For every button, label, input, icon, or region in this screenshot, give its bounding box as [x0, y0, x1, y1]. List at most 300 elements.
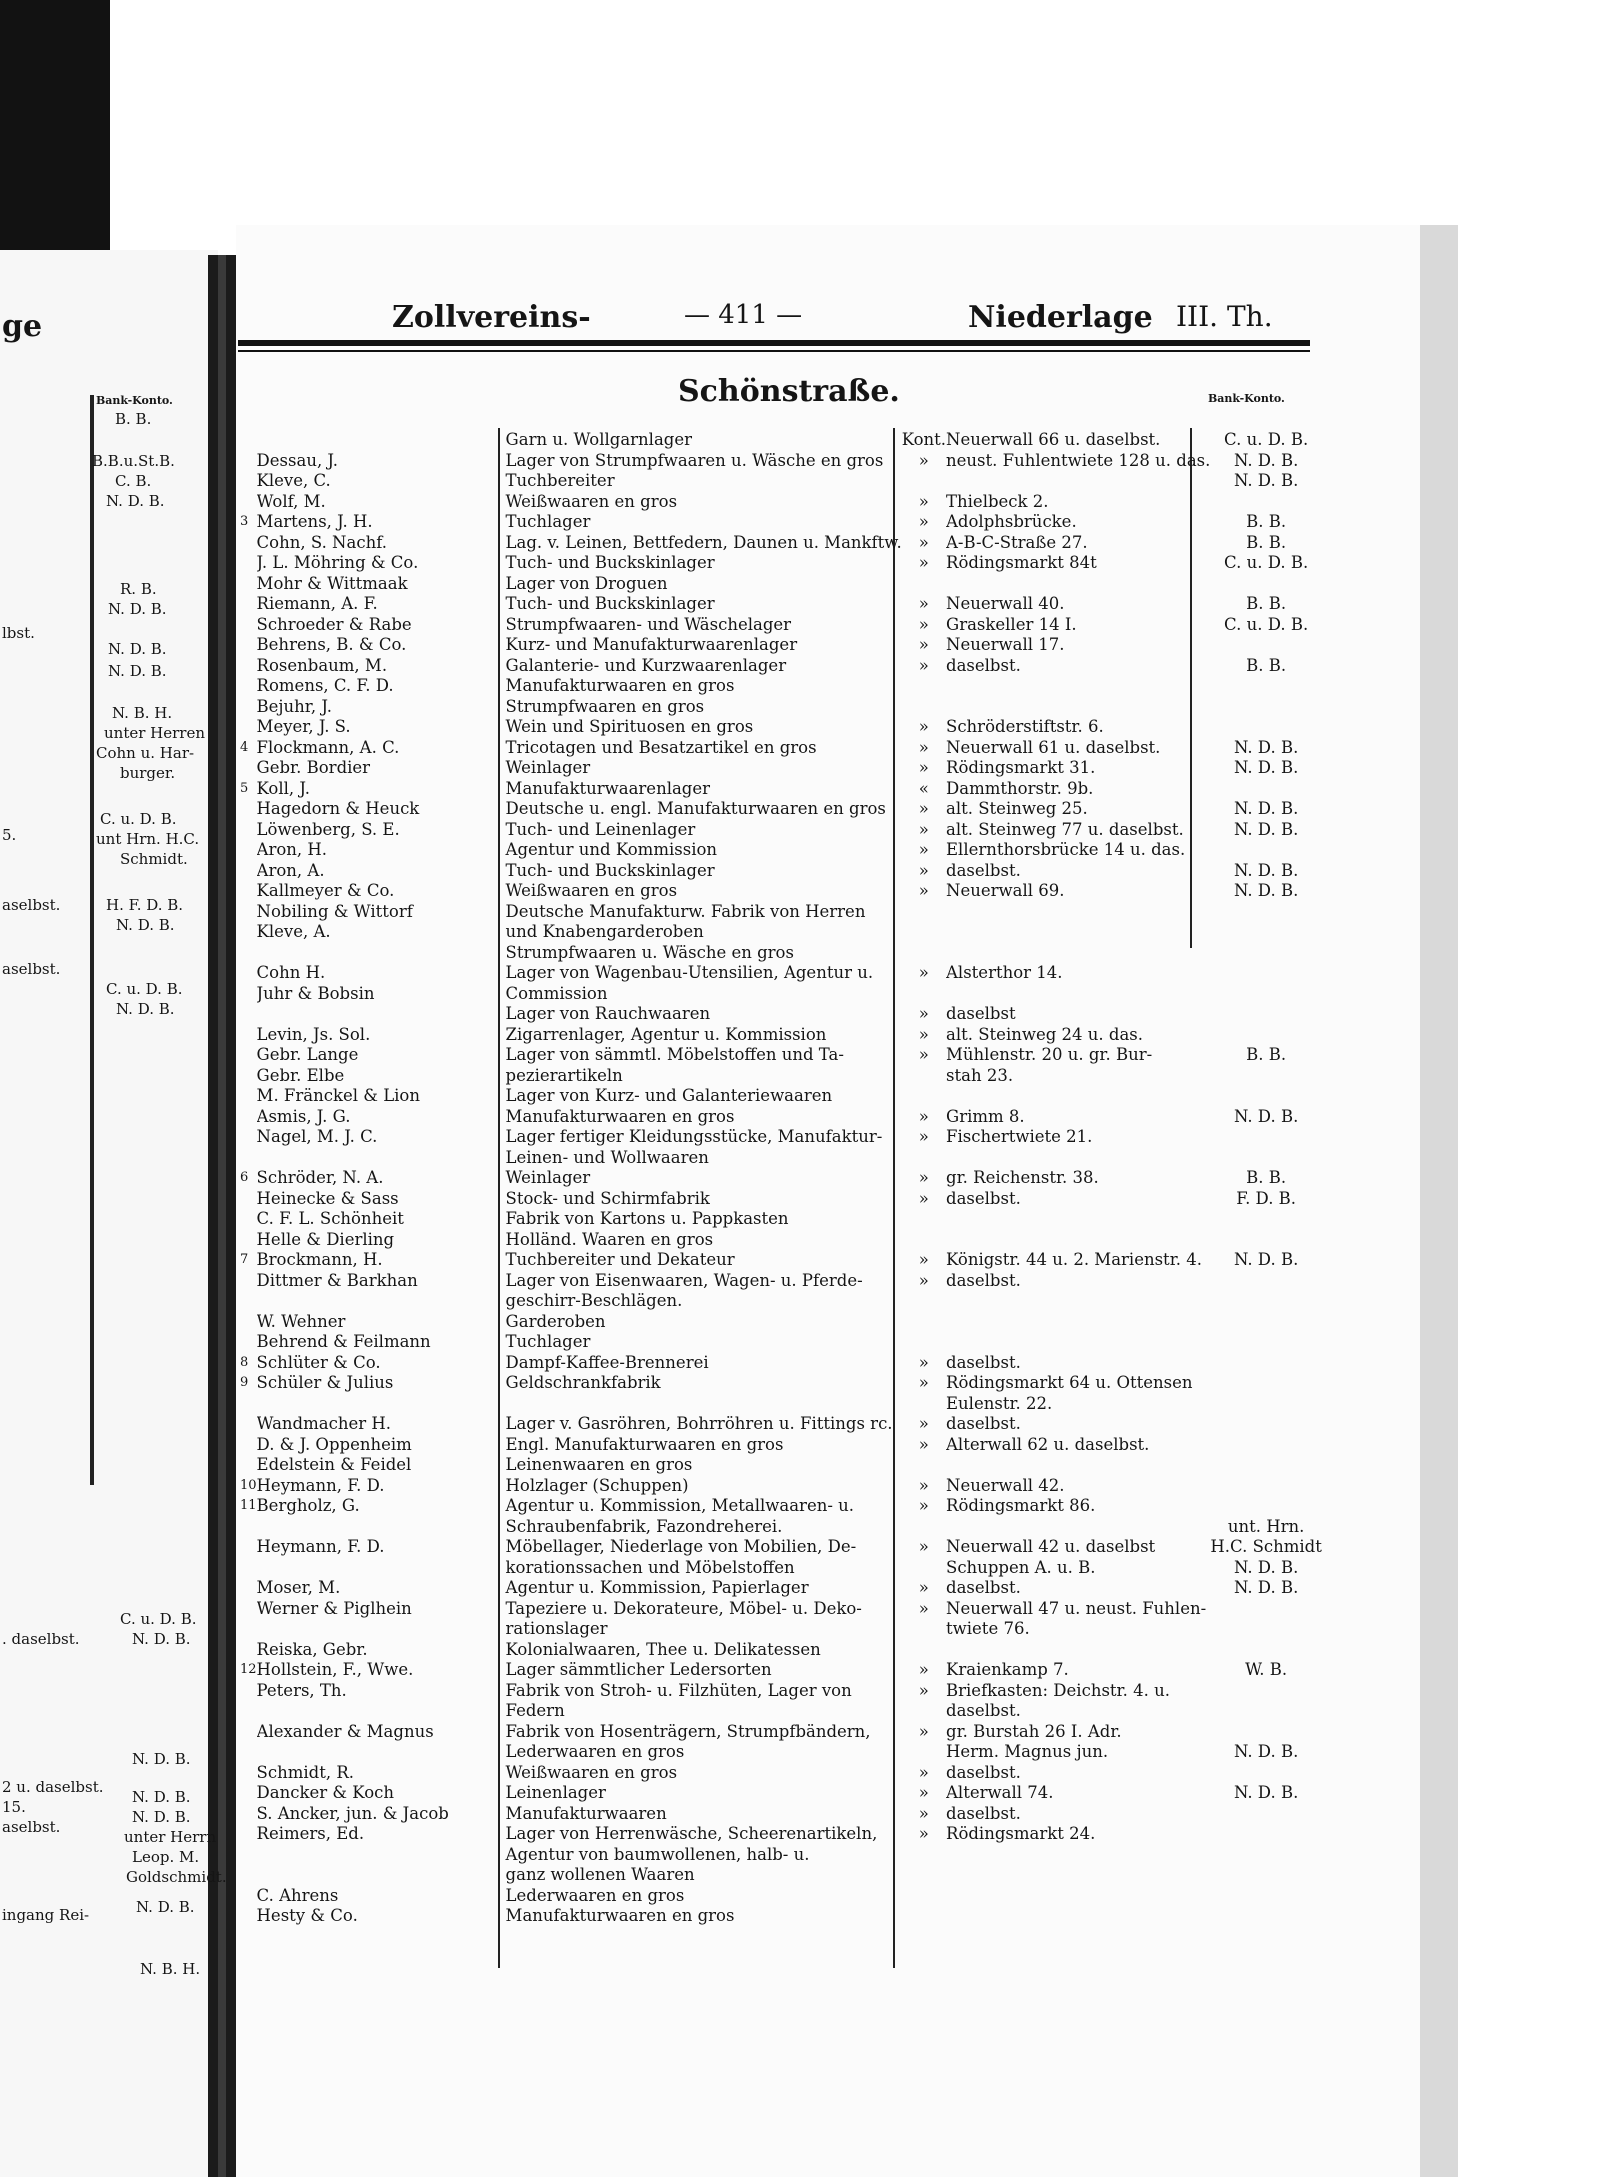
address: neust. Fuhlentwiete 128 u. das. [946, 450, 1211, 470]
ditto-mark [902, 1332, 946, 1353]
entry-number [240, 574, 257, 595]
bank-account: N. D. B. [1233, 881, 1299, 900]
table-row [240, 1722, 1322, 1743]
entry-number [240, 840, 257, 861]
address [946, 1332, 1210, 1353]
entry-number: 7 [240, 1252, 249, 1267]
table-row [240, 1086, 1322, 1107]
business-description: rationslager [505, 1619, 608, 1638]
table-row [240, 1537, 1322, 1558]
table-row [240, 1476, 1322, 1497]
ditto-mark [902, 1148, 946, 1169]
left-fragment: 5. [2, 826, 17, 844]
left-page [0, 250, 218, 2177]
bank-account [1210, 492, 1321, 513]
bank-account [1210, 963, 1321, 984]
firm-name [257, 1517, 503, 1538]
header-right-word: Niederlage [968, 300, 1153, 335]
left-fragment: Cohn u. Har- [96, 744, 195, 762]
business-description: Deutsche u. engl. Manufakturwaaren en gros [505, 799, 886, 818]
business-description: Tricotagen und Besatzartikel en gros [505, 737, 817, 757]
address: daselbst. [946, 860, 1021, 880]
table-row [240, 574, 1322, 595]
bank-account [1210, 1025, 1321, 1046]
bank-account: N. D. B. [1233, 450, 1299, 470]
business-description: Weißwaaren en gros [505, 881, 678, 900]
firm-name: Helle & Dierling [256, 1229, 395, 1249]
firm-name: Schüler & Julius [256, 1373, 394, 1392]
left-fragment: N. D. B. [132, 1750, 191, 1768]
left-fragment: unt Hrn. H.C. [96, 830, 200, 848]
table-row [240, 1886, 1322, 1907]
firm-name: Werner & Piglhein [256, 1598, 412, 1618]
firm-name [257, 430, 503, 451]
business-description: und Knabengarderoben [505, 922, 704, 941]
business-description: Manufakturwaaren [505, 1803, 667, 1823]
bank-account [1210, 902, 1321, 923]
business-description: Deutsche Manufakturw. Fabrik von Herren [505, 901, 866, 921]
business-description: Leinenwaaren en gros [505, 1455, 693, 1474]
entry-number [240, 1394, 257, 1415]
table-row [240, 676, 1322, 697]
address: Neuerwall 47 u. neust. Fuhlen- [946, 1598, 1207, 1618]
bank-account [1210, 840, 1321, 861]
table-row [240, 1271, 1322, 1292]
bank-account: N. D. B. [1233, 1557, 1299, 1577]
business-description: Lager von Kurz- und Galanteriewaaren [505, 1086, 833, 1105]
table-row [240, 697, 1322, 718]
business-description: Zigarrenlager, Agentur u. Kommission [505, 1024, 827, 1044]
left-fragment: 15. [2, 1798, 26, 1816]
bank-account [1210, 676, 1321, 697]
page-edge-shadow [1420, 225, 1458, 2177]
ditto-mark [902, 1517, 946, 1538]
firm-name: D. & J. Oppenheim [256, 1434, 412, 1454]
business-description: Lederwaaren en gros [505, 1885, 685, 1905]
table-row [240, 1640, 1322, 1661]
entry-number [240, 1517, 257, 1538]
address [946, 1517, 1210, 1538]
business-description: Weinlager [505, 758, 591, 777]
firm-name: Levin, Js. Sol. [256, 1024, 371, 1044]
ditto-mark: » [918, 532, 929, 552]
address: daselbst. [946, 1578, 1021, 1597]
ditto-mark: » [918, 1660, 929, 1679]
address [946, 1086, 1210, 1107]
ditto-mark [902, 1865, 946, 1886]
address: daselbst. [946, 1414, 1021, 1433]
header-rule-thick [238, 340, 1310, 346]
entry-number [240, 615, 257, 636]
bank-account: C. u. D. B. [1224, 430, 1309, 449]
bank-account [1210, 1086, 1321, 1107]
business-description: Möbellager, Niederlage von Mobilien, De- [505, 1537, 857, 1556]
ditto-mark [902, 1886, 946, 1907]
left-fragment: N. D. B. [108, 600, 167, 618]
bank-account: unt. Hrn. [1227, 1516, 1305, 1536]
ditto-mark: » [918, 614, 929, 634]
business-description: Lager von sämmtl. Möbelstoffen und Ta- [505, 1045, 844, 1064]
ditto-mark: » [918, 963, 929, 982]
ditto-mark: » [918, 450, 929, 470]
page-number: — 411 — [684, 300, 803, 330]
business-description: Holzlager (Schuppen) [505, 1475, 689, 1495]
entry-number [240, 1414, 257, 1435]
bank-account [1210, 1312, 1321, 1333]
ditto-mark: » [918, 553, 929, 572]
left-fragment: unter Herrn [124, 1828, 217, 1846]
firm-name [257, 1742, 503, 1763]
business-description: pezierartikeln [505, 1065, 623, 1085]
bank-account [1210, 697, 1321, 718]
entry-number [240, 717, 257, 738]
bank-account [1210, 943, 1321, 964]
business-description: Manufakturwaaren en gros [505, 1106, 735, 1126]
business-description: Weinlager [505, 1168, 591, 1187]
entry-number [240, 1066, 257, 1087]
business-description: Strumpfwaaren- und Wäschelager [505, 614, 792, 634]
ditto-mark: » [918, 635, 929, 654]
firm-name: C. Ahrens [256, 1885, 339, 1905]
business-description: Weißwaaren en gros [505, 1762, 678, 1782]
bank-account: B. B. [1246, 532, 1287, 552]
entry-number: 11 [240, 1498, 257, 1513]
ditto-mark [902, 1230, 946, 1251]
address: Alterwall 62 u. daselbst. [946, 1434, 1150, 1454]
ditto-mark: » [918, 1434, 929, 1454]
firm-name: Schlüter & Co. [256, 1352, 381, 1372]
bank-account [1210, 984, 1321, 1005]
bank-account: N. D. B. [1233, 1578, 1299, 1597]
left-fragment: N. D. B. [132, 1788, 191, 1806]
ditto-mark [902, 1845, 946, 1866]
left-fragment: unter Herren [104, 724, 206, 742]
ditto-mark: » [918, 1680, 929, 1700]
business-description: Tuch- und Leinenlager [505, 819, 696, 839]
ditto-mark: » [918, 1537, 929, 1556]
address: Schröderstiftstr. 6. [946, 717, 1104, 736]
entry-number [240, 1804, 257, 1825]
firm-name [257, 1291, 503, 1312]
firm-name: Kallmeyer & Co. [256, 881, 395, 900]
bank-account [1210, 1906, 1321, 1927]
address: daselbst. [946, 1803, 1021, 1823]
business-description: Manufakturwaaren en gros [505, 676, 735, 695]
ditto-mark: » [918, 881, 929, 900]
business-description: Agentur von baumwollenen, halb- u. [505, 1844, 810, 1864]
table-row [240, 799, 1322, 820]
address: A-B-C-Straße 27. [946, 532, 1088, 552]
entry-number [240, 1332, 257, 1353]
business-description: Kolonialwaaren, Thee u. Delikatessen [505, 1639, 821, 1659]
ditto-mark: » [918, 1045, 929, 1064]
table-row [240, 779, 1322, 800]
address: daselbst. [946, 1701, 1021, 1720]
table-row [240, 1558, 1322, 1579]
bank-account [1210, 1763, 1321, 1784]
ditto-mark: « [918, 778, 929, 798]
entry-number [240, 1148, 257, 1169]
left-fragment: 2 u. daselbst. [2, 1778, 104, 1796]
business-description: Tuchbereiter [505, 471, 615, 490]
firm-name: Meyer, J. S. [256, 717, 351, 736]
business-description: korationssachen und Möbelstoffen [505, 1557, 795, 1577]
table-row [240, 922, 1322, 943]
business-description: Manufakturwaarenlager [505, 778, 711, 798]
ditto-mark: » [918, 1352, 929, 1372]
address [946, 922, 1210, 943]
address: alt. Steinweg 77 u. daselbst. [946, 819, 1184, 839]
address: stah 23. [946, 1065, 1014, 1085]
left-fragment: N. D. B. [108, 662, 167, 680]
bank-account [1210, 1209, 1321, 1230]
ditto-mark [902, 697, 946, 718]
scan-dark-border [0, 0, 110, 260]
bank-account [1210, 1414, 1321, 1435]
business-description: Fabrik von Kartons u. Pappkasten [505, 1209, 789, 1228]
address: Herm. Magnus jun. [946, 1742, 1109, 1761]
entry-number: 4 [240, 739, 249, 755]
table-row [240, 1209, 1322, 1230]
table-row [240, 1804, 1322, 1825]
address [946, 676, 1210, 697]
bank-account [1210, 1127, 1321, 1148]
firm-name: Dancker & Koch [256, 1783, 394, 1802]
ditto-mark [902, 1701, 946, 1722]
bank-account: N. D. B. [1233, 1783, 1299, 1802]
bank-account: N. D. B. [1233, 799, 1299, 818]
business-description: Strumpfwaaren en gros [505, 696, 705, 716]
address [946, 1148, 1210, 1169]
address: gr. Reichenstr. 38. [946, 1168, 1099, 1187]
entry-number [240, 1004, 257, 1025]
ditto-mark: » [918, 1188, 929, 1208]
left-fragment: B.B.u.St.B. [92, 452, 175, 470]
address [946, 1209, 1210, 1230]
bank-account [1210, 1148, 1321, 1169]
entry-number [240, 1209, 257, 1230]
ditto-mark [902, 902, 946, 923]
address: Alterwall 74. [946, 1783, 1054, 1802]
table-row [240, 1414, 1322, 1435]
table-row [240, 1332, 1322, 1353]
table-row [240, 902, 1322, 923]
bank-account [1210, 1599, 1321, 1620]
address: daselbst. [946, 1188, 1021, 1208]
business-description: Schraubenfabrik, Fazondreherei. [505, 1516, 783, 1536]
table-row [240, 1004, 1322, 1025]
entry-number [240, 963, 257, 984]
ditto-mark [902, 1455, 946, 1476]
address: Graskeller 14 I. [946, 614, 1077, 634]
address: Adolphsbrücke. [946, 512, 1077, 531]
entry-number [240, 1271, 257, 1292]
bank-account [1210, 1066, 1321, 1087]
entry-number [240, 1619, 257, 1640]
header-part: III. Th. [1176, 300, 1273, 333]
table-row [240, 758, 1322, 779]
address: daselbst. [946, 1270, 1021, 1290]
ditto-mark: » [918, 1783, 929, 1802]
ditto-mark: » [918, 512, 929, 531]
table-row [240, 594, 1322, 615]
ditto-mark: » [918, 1475, 929, 1495]
address [946, 1865, 1210, 1886]
bank-account: C. u. D. B. [1224, 553, 1309, 572]
bank-account [1210, 574, 1321, 595]
bank-account [1210, 717, 1321, 738]
table-row [240, 430, 1322, 451]
bank-account: B. B. [1246, 512, 1287, 531]
address: gr. Burstah 26 I. Adr. [946, 1721, 1122, 1741]
bank-account: F. D. B. [1236, 1188, 1297, 1208]
bank-account [1210, 1681, 1321, 1702]
bank-account: H.C. Schmidt [1210, 1537, 1322, 1556]
bank-account: B. B. [1246, 1045, 1287, 1064]
entry-number [240, 922, 257, 943]
table-row [240, 1783, 1322, 1804]
firm-name: Bergholz, G. [256, 1496, 360, 1515]
entry-number [240, 1537, 257, 1558]
table-row [240, 1291, 1322, 1312]
ditto-mark: » [918, 1270, 929, 1290]
bank-account [1210, 1455, 1321, 1476]
left-fragment: N. D. B. [116, 916, 175, 934]
table-row [240, 1865, 1322, 1886]
firm-name: Dittmer & Barkhan [256, 1270, 418, 1290]
firm-name [257, 943, 503, 964]
firm-name [257, 1394, 503, 1415]
bank-account: N. D. B. [1233, 860, 1299, 880]
business-description: Dampf-Kaffee-Brennerei [505, 1352, 709, 1372]
table-row [240, 615, 1322, 636]
table-row [240, 533, 1322, 554]
ditto-mark: » [918, 1373, 929, 1392]
ditto-mark: » [918, 1721, 929, 1741]
bank-account: N. D. B. [1233, 819, 1299, 839]
business-description: Tuch- und Buckskinlager [505, 860, 715, 880]
firm-name: Heinecke & Sass [256, 1188, 399, 1208]
firm-name: Wolf, M. [256, 491, 326, 511]
entry-number [240, 1312, 257, 1333]
table-row [240, 1578, 1322, 1599]
business-description [503, 1394, 902, 1415]
business-description: Lager von Droguen [505, 573, 668, 593]
address [946, 943, 1210, 964]
table-row [240, 1660, 1322, 1681]
bank-account: N. D. B. [1233, 1106, 1299, 1126]
left-bank-konto-label: Bank-Konto. [96, 394, 173, 407]
address: daselbst. [946, 655, 1021, 675]
bank-account [1210, 1373, 1321, 1394]
entry-number [240, 902, 257, 923]
ditto-mark: » [918, 1127, 929, 1146]
table-row [240, 1455, 1322, 1476]
address: Dammthorstr. 9b. [946, 778, 1094, 798]
business-description: Federn [505, 1701, 565, 1720]
address [946, 471, 1210, 492]
header-left-word: Zollvereins- [392, 300, 591, 335]
ditto-mark: » [918, 737, 929, 757]
left-fragment: R. B. [120, 580, 157, 598]
left-fragment: lbst. [2, 624, 35, 642]
entry-number: 12 [240, 1662, 257, 1677]
entry-number [240, 1435, 257, 1456]
ditto-mark: » [918, 840, 929, 859]
table-row [240, 635, 1322, 656]
bank-account [1210, 1271, 1321, 1292]
left-fragment: Goldschmidt. [126, 1868, 227, 1886]
address: Neuerwall 42 u. daselbst [946, 1537, 1156, 1556]
business-description: Leinenlager [505, 1783, 606, 1802]
ditto-mark: » [918, 1803, 929, 1823]
table-row [240, 471, 1322, 492]
ditto-mark [902, 1209, 946, 1230]
business-description: Tuchbereiter und Dekateur [505, 1250, 735, 1269]
address: Mühlenstr. 20 u. gr. Bur- [946, 1045, 1153, 1064]
business-description: Holländ. Waaren en gros [505, 1229, 714, 1249]
firm-name: Reimers, Ed. [256, 1824, 365, 1843]
left-fragment: N. D. B. [132, 1630, 191, 1648]
ditto-mark: » [918, 1496, 929, 1515]
entry-number [240, 1886, 257, 1907]
business-description: Tuch- und Buckskinlager [505, 553, 715, 572]
entry-number [240, 697, 257, 718]
entry-number [240, 533, 257, 554]
address: alt. Steinweg 24 u. das. [946, 1024, 1144, 1044]
table-row [240, 1107, 1322, 1128]
ditto-mark [902, 1906, 946, 1927]
address [946, 574, 1210, 595]
firm-name: Brockmann, H. [256, 1250, 383, 1269]
table-row [240, 1066, 1322, 1087]
ditto-mark: » [918, 1598, 929, 1618]
ditto-mark [902, 1640, 946, 1661]
bank-account [1210, 1004, 1321, 1025]
left-fragment: N. D. B. [136, 1898, 195, 1916]
ditto-mark [902, 1086, 946, 1107]
entry-number [240, 881, 257, 902]
address [946, 902, 1210, 923]
entry-number [240, 984, 257, 1005]
address: daselbst. [946, 1352, 1021, 1372]
book-gutter [218, 255, 226, 2177]
firm-name: Peters, Th. [256, 1680, 347, 1700]
address: daselbst [946, 1004, 1016, 1023]
business-description: Galanterie- und Kurzwaarenlager [505, 655, 787, 675]
entry-number [240, 1640, 257, 1661]
header-rule-thin [238, 350, 1310, 352]
left-fragment: aselbst. [2, 960, 61, 978]
firm-name: Gebr. Lange [256, 1045, 359, 1064]
business-description: Manufakturwaaren en gros [505, 1906, 735, 1925]
firm-name: Schröder, N. A. [256, 1168, 384, 1187]
ditto-mark [902, 1291, 946, 1312]
firm-name: Behrend & Feilmann [256, 1332, 431, 1351]
firm-name: Dessau, J. [256, 450, 339, 470]
left-fragment: C. u. D. B. [120, 1610, 197, 1628]
address [946, 697, 1210, 718]
address: Grimm 8. [946, 1106, 1025, 1126]
bank-account: N. D. B. [1233, 1250, 1299, 1269]
table-row [240, 1045, 1322, 1066]
business-description: Agentur und Kommission [505, 840, 718, 859]
address: Neuerwall 17. [946, 635, 1065, 654]
left-fragment: N. D. B. [116, 1000, 175, 1018]
business-description: Stock- und Schirmfabrik [505, 1188, 710, 1208]
left-fragment: Leop. M. [132, 1848, 200, 1866]
bank-account [1210, 1722, 1321, 1743]
